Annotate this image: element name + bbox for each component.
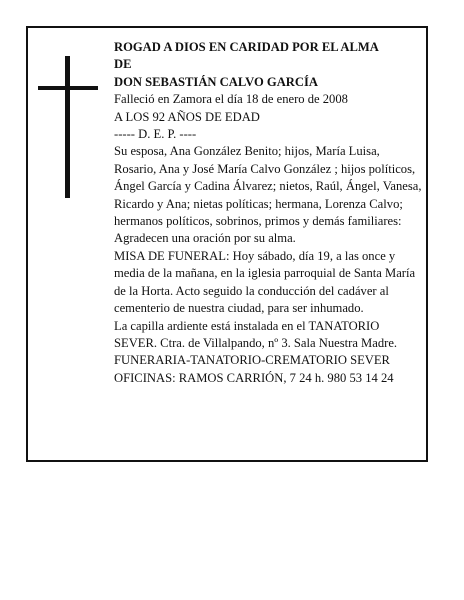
death-info: Falleció en Zamora el día 18 de enero de 2008 (114, 92, 348, 107)
chapel-paragraph: La capilla ardiente está instalada en el TANATORIO SEVER. Ctra. de Villalpando, nº 3. Sala Nuestra Madre. (114, 318, 398, 350)
cross-horizontal-bar (38, 86, 98, 90)
age-line: A LOS 92 AÑOS DE EDAD (114, 109, 260, 124)
cross-vertical-bar (65, 56, 70, 198)
rip-line: ----- D. E. P. ---- (114, 127, 197, 142)
heading-line-1: ROGAD A DIOS EN CARIDAD POR EL ALMA (114, 40, 379, 54)
deceased-name: DON SEBASTIÁN CALVO GARCÍA (114, 74, 318, 89)
funeral-mass-paragraph: MISA DE FUNERAL: Hoy sábado, día 19, a las once y media de la mañana, en la iglesia parroquial de Santa María de la Horta. Acto seguido la conducción del cadáver al cementerio de nuestra ciudad, para ser inhumado. (114, 248, 416, 316)
obituary-text (114, 39, 423, 387)
gratitude-line: Agradecen una oración por su alma. (114, 231, 296, 246)
heading-line-2: DE (114, 57, 132, 72)
offices-line: OFICINAS: RAMOS CARRIÓN, 7 24 h. 980 53 14 24 (114, 370, 394, 385)
family-paragraph: Su esposa, Ana González Benito; hijos, María Luisa, Rosario, Ana y José María Calvo González ; hijos políticos, Ángel García y Cadina Álvarez; nietos, Raúl, Ángel, Vanesa, Ricardo y Ana; nietas políticas; hermana, Lorenza Calvo; hermanos políticos, sobrinos, primos y demás familiares: (114, 144, 422, 229)
cross-icon (38, 56, 98, 198)
funeral-home-line: FUNERARIA-TANATORIO-CREMATORIO SEVER (114, 353, 390, 368)
